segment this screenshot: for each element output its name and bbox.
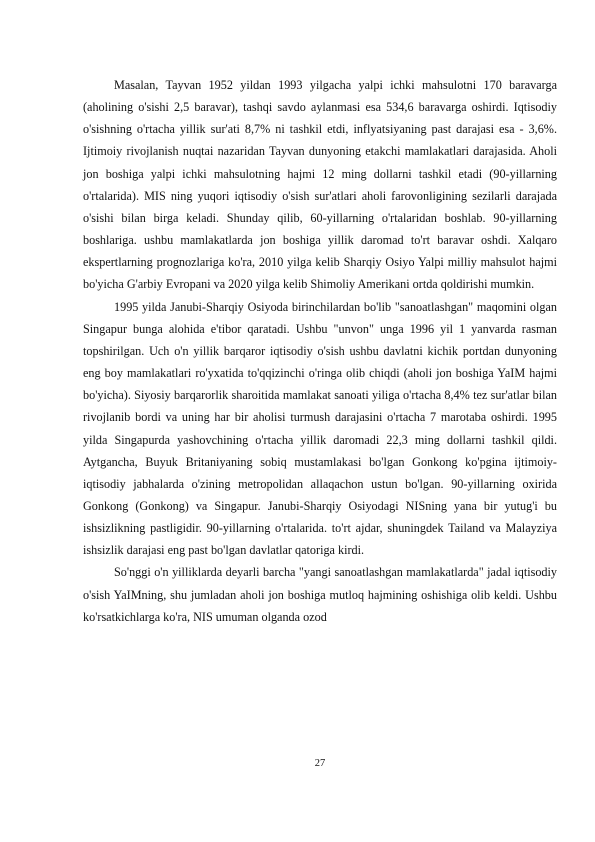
paragraph-taiwan-growth: Masalan, Tayvan 1952 yildan 1993 yilgacha yalpi ichki mahsulotni 170 baravarga (aholining o'sishi 2,5 baravar), tashqi savdo aylanmasi esa 534,6 baravarga oshirdi. Iqtisodiy o'sishning o'rtacha yillik sur'ati 8,7% ni tashkil etdi, inflyatsiyaning past darajasi esa - 3,6%. Ijtimoiy rivojlanish nuqtai nazaridan Tayvan dunyoning etakchi mamlakatlari darajasida. Aholi jon boshiga yalpi ichki mahsulotning hajmi 12 ming dollarni tashkil etadi (90-yillarning o'rtalarida). MIS ning yuqori iqtisodiy o'sish sur'atlari aholi farovonligining sezilarli darajada o'sishi bilan birga keladi. Shunday qilib, 60-yillarning o'rtalaridan boshlab. 90-yillarning boshlariga. ushbu mamlakatlarda jon boshiga yillik daromad to'rt baravar oshdi. Xalqaro ekspertlarning prognozlariga ko'ra, 2010 yilga kelib Sharqiy Osiyo Yalpi milliy mahsulot hajmi bo'yicha G'arbiy Evropani va 2020 yilga kelib Shimoliy Amerikani ortda qoldirishi mumkin. xyxy=(83,78,557,292)
page-number: 27 xyxy=(314,758,326,769)
body-text xyxy=(83,74,557,628)
paragraph-nis-income: So'nggi o'n yilliklarda deyarli barcha "yangi sanoatlashgan mamlakatlarda" jadal iqtisodiy o'sish YaIMning, shu jumladan aholi jon boshiga mutloq hajmining oshishiga olib keldi. Ushbu ko'rsatkichlarga ko'ra, NIS umuman olganda ozod xyxy=(83,565,557,624)
paragraph-singapore-status: 1995 yilda Janubi-Sharqiy Osiyoda birinchilardan bo'lib "sanoatlashgan" maqomini olgan Singapur bunga alohida e'tibor qaratadi. Ushbu "unvon" unga 1996 yil 1 yanvarda rasman topshirilgan. Uch o'n yillik barqaror iqtisodiy o'sish ushbu davlatni kichik portdan dunyoning eng boy mamlakatlari ro'yxatida to'qqizinchi o'ringa olib chiqdi (aholi jon boshiga YaIM hajmi bo'yicha). Siyosiy barqarorlik sharoitida mamlakat sanoati yiliga o'rtacha 8,4% tez sur'atlar bilan rivojlanib bordi va uning har bir aholisi turmush darajasini o'rtacha 7 marotaba oshirdi. 1995 yilda Singapurda yashovchining o'rtacha yillik daromadi 22,3 ming dollarni tashkil qildi. Aytgancha, Buyuk Britaniyaning sobiq mustamlakasi bo'lgan Gonkong ko'pgina ijtimoiy-iqtisodiy jabhalarda o'zining metropolidan allaqachon ustun bo'lgan. 90-yillarning oxirida Gonkong (Gonkong) va Singapur. Janubi-Sharqiy Osiyodagi NISning yana bir yutug'i bu ishsizlikning pastligidir. 90-yillarning o'rtalarida. to'rt ajdar, shuningdek Tailand va Malayziya ishsizlik darajasi eng past bo'lgan davlatlar qatoriga kirdi. xyxy=(83,299,557,558)
